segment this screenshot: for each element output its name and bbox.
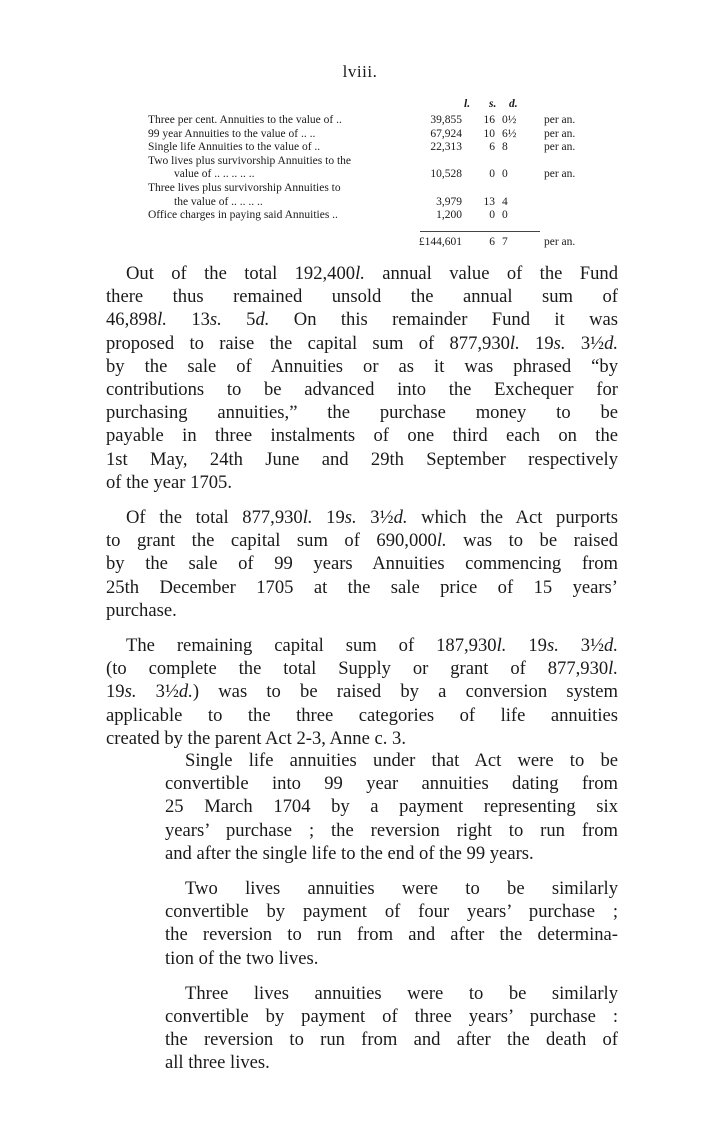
ledger-row — [148, 196, 598, 210]
ledger-row-per-annum: per an. — [544, 168, 576, 181]
ledger-row-pounds: 10,528 — [430, 168, 462, 181]
unit-pence: d. — [509, 98, 518, 110]
ledger-row-pence: 0 — [502, 168, 508, 181]
ledger-row-shillings: 16 — [483, 114, 495, 126]
text-line: The remaining capital sum of 187,930l. 19s. 3½d. — [126, 635, 618, 657]
ledger-row-pence: 0½ — [502, 114, 517, 126]
indented-paragraphs — [165, 749, 618, 1075]
ledger-row-shillings: 13 — [483, 195, 495, 208]
text-line: Of the total 877,930l. 19s. 3½d. which the Act purports — [126, 507, 619, 529]
text-line: of the year 1705. — [106, 471, 232, 493]
text-line: Two lives annuities were to be similarly — [185, 878, 618, 900]
text-line: there thus remained unsold the annual sum of — [106, 286, 618, 308]
ledger-row — [148, 141, 598, 155]
text-line: all three lives. — [165, 1052, 270, 1074]
text-line: Single life annuities under that Act were to be — [185, 750, 618, 771]
ledger-row-pounds: 22,313 — [430, 141, 462, 154]
text-line: convertible by payment of four years’ purchase ; — [165, 901, 618, 923]
paragraph — [106, 506, 618, 622]
text-line: convertible into 99 year annuities dating from — [165, 773, 618, 795]
text-line: applicable to the three categories of life annuities — [106, 704, 618, 726]
ledger-row-pence: 6½ — [502, 127, 517, 140]
ledger-row — [148, 155, 598, 169]
text-line: the reversion to run from and after the determina- — [165, 924, 618, 946]
text-line: purchase. — [106, 599, 177, 621]
text-line: 25th December 1705 at the sale price of 15 years’ — [106, 576, 618, 598]
text-line: 46,898l. 13s. 5d. On this remainder Fund it was — [106, 309, 618, 331]
ledger-row — [148, 128, 598, 142]
ledger-row-label: 99 year Annuities to the value of .. .. — [148, 127, 316, 140]
ledger-row-per-annum: per an. — [544, 127, 576, 140]
body-paragraphs — [106, 262, 618, 750]
ledger-row-shillings: 10 — [483, 127, 495, 140]
text-line: Three lives annuities were to be similarly — [185, 982, 618, 1004]
text-line: proposed to raise the capital sum of 877,930l. 19s. 3½d. — [106, 332, 619, 354]
ledger-row-label: Two lives plus survivorship Annuities to the — [148, 154, 351, 167]
text-line: purchasing annuities,” the purchase money to be — [106, 402, 618, 424]
text-line: payable in three instalments of one third each on the — [106, 425, 618, 447]
ledger-row — [148, 114, 598, 128]
ledger-row-shillings: 0 — [489, 209, 495, 222]
text-line: by the sale of Annuities or as it was phrased “by — [106, 355, 618, 377]
text-line: by the sale of 99 years Annuities commencing from — [106, 553, 618, 575]
text-line: 1st May, 24th June and 29th September respectively — [106, 448, 618, 470]
ledger-row-shillings: 6 — [489, 141, 495, 154]
total-pence: 7 — [502, 236, 508, 248]
total-per-annum: per an. — [544, 236, 576, 248]
text-line: to grant the capital sum of 690,000l. was to be raised — [106, 530, 618, 552]
total-shillings: 6 — [489, 236, 495, 248]
ledger-row-label: Three lives plus survivorship Annuities to — [148, 182, 341, 194]
unit-pounds: l. — [464, 98, 471, 110]
text-line: and after the single life to the end of the 99 years. — [165, 842, 534, 864]
paragraph — [106, 634, 618, 750]
ledger-row-pounds: 67,924 — [430, 127, 462, 140]
page-number: lviii. — [342, 62, 378, 81]
text-line: 25 March 1704 by a payment representing six — [165, 796, 618, 818]
ledger-row-per-annum: per an. — [544, 141, 576, 154]
total-rule — [420, 231, 540, 232]
ledger-row-pence: 8 — [502, 141, 508, 154]
text-line: tion of the two lives. — [165, 947, 319, 969]
ledger-row — [148, 209, 598, 223]
paragraph — [106, 262, 618, 494]
ledger-row-label: the value of .. .. .. .. — [174, 195, 263, 208]
unit-shillings: s. — [489, 98, 497, 110]
total-pounds: £144,601 — [418, 236, 462, 248]
text-line: contributions to be advanced into the Exchequer for — [106, 379, 618, 401]
text-line: 19s. 3½d.) was to be raised by a conversion system — [106, 681, 618, 703]
ledger-row-pounds: 39,855 — [430, 114, 462, 126]
text-line: (to complete the total Supply or grant of 877,930l. — [106, 658, 618, 680]
ledger-row-pence: 4 — [502, 195, 508, 208]
text-line: the reversion to run from and after the death of — [165, 1029, 618, 1051]
ledger-row-pounds: 1,200 — [436, 209, 462, 222]
ledger-row-label: value of .. .. .. .. .. — [174, 168, 255, 181]
ledger-row-label: Office charges in paying said Annuities .. — [148, 209, 338, 222]
text-line: years’ purchase ; the reversion right to run from — [165, 819, 618, 841]
indented-paragraph — [165, 982, 618, 1075]
ledger-row — [148, 168, 598, 182]
ledger-row — [148, 182, 598, 196]
ledger-row-pence: 0 — [502, 209, 508, 222]
indented-paragraph — [165, 749, 618, 865]
text-line: created by the parent Act 2-3, Anne c. 3. — [106, 727, 406, 749]
ledger-row-label: Single life Annuities to the value of .. — [148, 141, 321, 154]
ledger-row-pounds: 3,979 — [436, 195, 462, 208]
ledger-row-label: Three per cent. Annuities to the value of .. — [148, 114, 342, 126]
ledger-row-per-annum: per an. — [544, 114, 576, 126]
text-line: Out of the total 192,400l. annual value of the Fund — [126, 263, 618, 284]
ledger-row-shillings: 0 — [489, 168, 495, 181]
indented-paragraph — [165, 877, 618, 970]
text-line: convertible by payment of three years’ purchase : — [165, 1006, 618, 1028]
ledger-total-row — [148, 236, 598, 250]
